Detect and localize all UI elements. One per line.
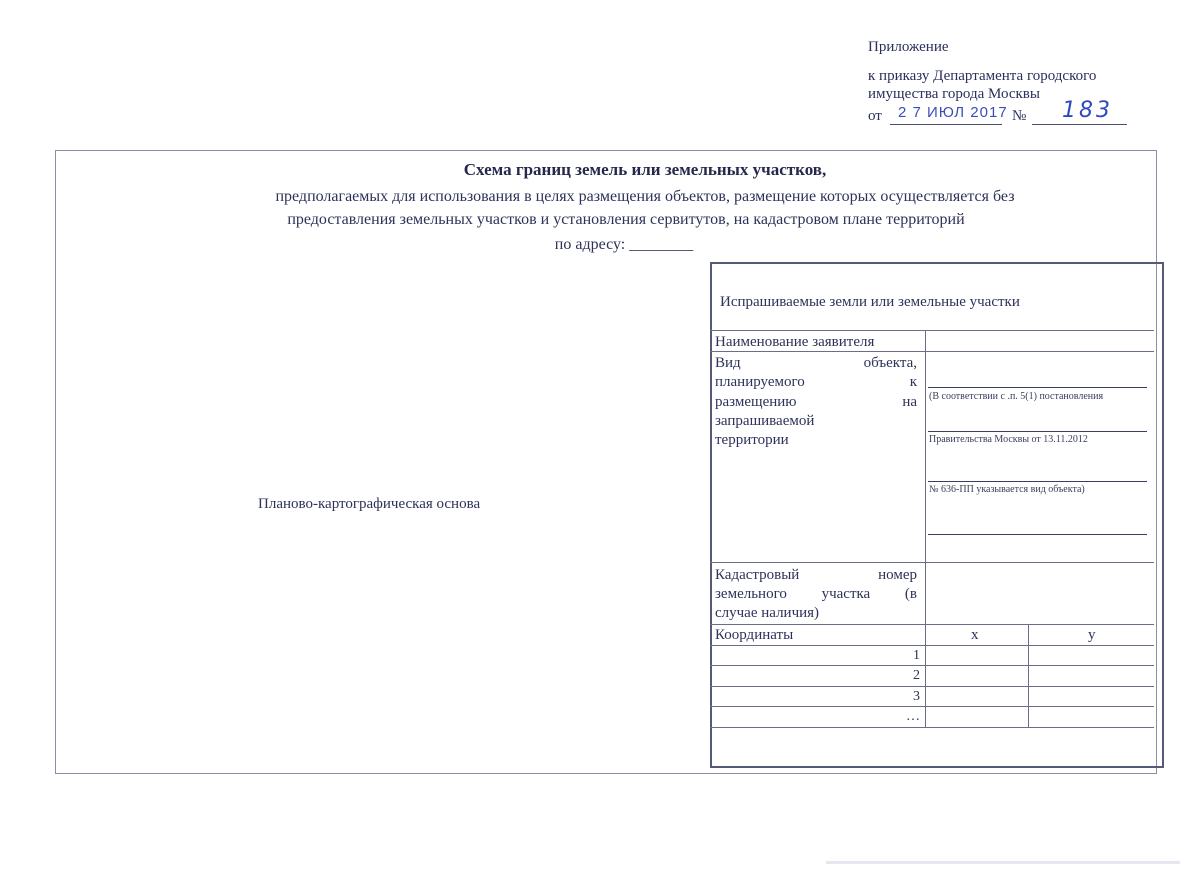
- row-divider: [710, 562, 1154, 563]
- fill-in-line: [928, 431, 1147, 432]
- row-divider: [710, 351, 1154, 352]
- order-line-2: имущества города Москвы: [868, 86, 1040, 102]
- object-note-3: № 636-ПП указывается вид объекта): [929, 484, 1085, 495]
- scheme-subtitle-line-1: предполагаемых для использования в целях размещения объектов, размещение которых осуществляется без: [275, 188, 1015, 205]
- row-divider: [710, 645, 1154, 646]
- row-divider: [710, 727, 1154, 728]
- from-label: от: [868, 108, 882, 124]
- date-stamp: 2 7 ИЮЛ 2017: [898, 104, 1008, 121]
- coordinate-row-number: 1: [913, 648, 920, 663]
- column-divider: [1028, 625, 1029, 727]
- scheme-title: Схема границ земель или земельных участков,: [463, 160, 827, 179]
- cadastral-line-2: земельного участка (в: [715, 586, 917, 602]
- object-type-line-2: планируемого к: [715, 374, 917, 390]
- coordinate-row-number: …: [906, 709, 920, 724]
- object-note-2: Правительства Москвы от 13.11.2012: [929, 434, 1088, 445]
- table-heading: Испрашиваемые земли или земельные участки: [720, 294, 1020, 310]
- row-divider: [710, 330, 1154, 331]
- address-line: по адресу: ________: [554, 236, 694, 253]
- fill-in-line: [928, 481, 1147, 482]
- number-underline: [1032, 124, 1127, 125]
- scheme-subtitle-line-2: предоставления земельных участков и установления сервитутов, на кадастровом плане территорий: [287, 211, 965, 228]
- object-type-line-3: размещению на: [715, 394, 917, 410]
- cadastral-line-1: Кадастровый номер: [715, 567, 917, 583]
- date-underline: [890, 124, 1002, 125]
- object-note-1: (В соответствии с .п. 5(1) постановления: [929, 391, 1104, 402]
- object-type-line-1: Вид объекта,: [715, 355, 917, 371]
- fill-in-line: [928, 534, 1147, 535]
- order-line-1: к приказу Департамента городского: [868, 68, 1097, 84]
- order-number-handwritten: 183: [1062, 98, 1113, 123]
- coordinate-row-number: 3: [913, 689, 920, 704]
- applicant-label: Наименование заявителя: [715, 334, 875, 350]
- coordinates-label: Координаты: [715, 627, 794, 643]
- scan-edge-shadow: [826, 861, 1180, 864]
- row-divider: [710, 706, 1154, 707]
- column-divider: [925, 331, 926, 727]
- number-label: №: [1012, 108, 1027, 124]
- appendix-label: Приложение: [868, 39, 949, 55]
- fill-in-line: [928, 387, 1147, 388]
- column-y-header: y: [1088, 627, 1096, 643]
- row-divider: [710, 686, 1154, 687]
- object-type-line-4: запрашиваемой: [715, 413, 815, 429]
- row-divider: [710, 624, 1154, 625]
- coordinate-row-number: 2: [913, 668, 920, 683]
- column-x-header: x: [971, 627, 979, 643]
- cadastral-line-3: случае наличия): [715, 605, 820, 621]
- map-placeholder-label: Планово-картографическая основа: [258, 496, 481, 512]
- row-divider: [710, 665, 1154, 666]
- object-type-line-5: территории: [715, 432, 789, 448]
